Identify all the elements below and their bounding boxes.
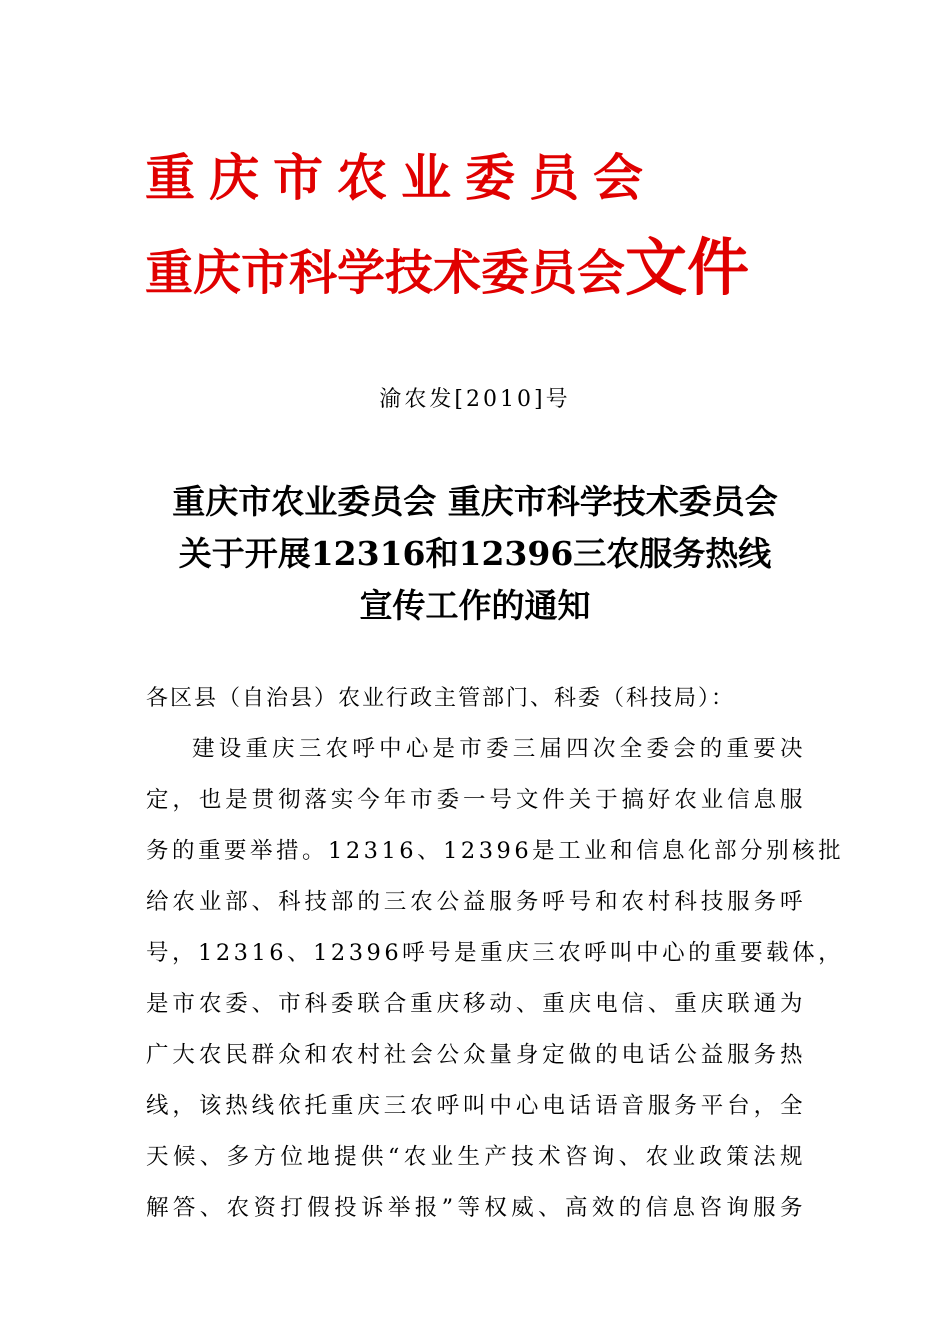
body-line: 天候、多方位地提供“农业生产技术咨询、农业政策法规: [146, 1144, 806, 1170]
body-line: 是市农委、市科委联合重庆移动、重庆电信、重庆联通为: [146, 991, 806, 1017]
body-line: 建设重庆三农呼中心是市委三届四次全委会的重要决: [192, 736, 806, 762]
body-line: 广大农民群众和农村社会公众量身定做的电话公益服务热: [146, 1042, 806, 1068]
document-number: 渝农发[2010]号: [379, 387, 571, 412]
issuer-line-2: [145, 218, 749, 307]
body-line: 定，也是贯彻落实今年市委一号文件关于搞好农业信息服: [146, 787, 806, 813]
issuer-line-1: 重庆市农业委员会: [145, 149, 657, 207]
notice-title-line-1: 重庆市农业委员会 重庆市科学技术委员会: [172, 482, 778, 521]
body-line: 务的重要举措。12316、12396是工业和信息化部分别核批: [146, 838, 845, 864]
salutation: 各区县（自治县）农业行政主管部门、科委（科技局）：: [146, 686, 736, 711]
issuer-line-2-main: 重庆市科学技术委员会: [145, 245, 626, 301]
document-label: 文件: [625, 231, 750, 304]
notice-title-line-2: 关于开展12316和12396三农服务热线: [178, 534, 772, 573]
body-line: 线，该热线依托重庆三农呼叫中心电话语音服务平台，全: [146, 1093, 806, 1119]
body-line: 解答、农资打假投诉举报”等权威、高效的信息咨询服务: [146, 1195, 806, 1221]
notice-title-line-3: 宣传工作的通知: [359, 586, 591, 625]
body-line: 号，12316、12396呼号是重庆三农呼叫中心的重要载体，: [146, 940, 845, 966]
body-line: 给农业部、科技部的三农公益服务呼号和农村科技服务呼: [146, 889, 806, 915]
